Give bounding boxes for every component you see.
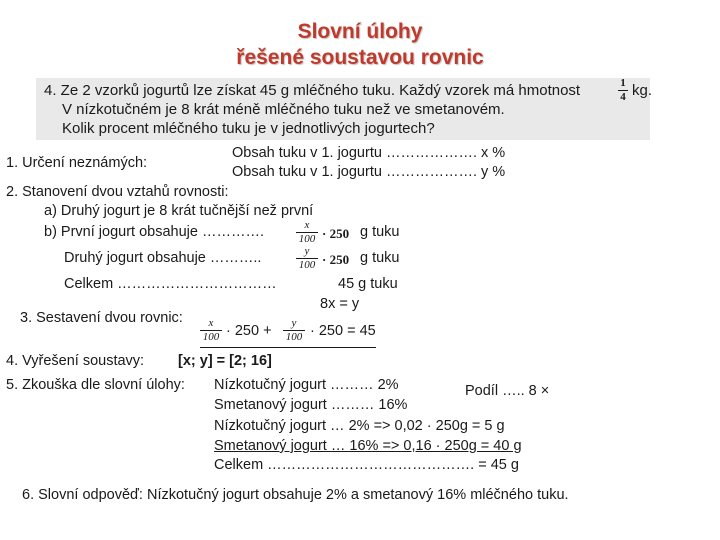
fraction-numerator: x	[208, 317, 214, 329]
step1-unknown-x: Obsah tuku v 1. jogurtu ………………. x %	[232, 145, 506, 161]
task-fraction-denominator: 4	[620, 91, 626, 103]
task-unit: kg.	[632, 82, 653, 99]
step3-equation-1: 8x = y	[320, 296, 360, 312]
task-line-2: V nízkotučném je 8 krát méně mléčného tuku než ve smetanovém.	[62, 101, 505, 118]
step2-total: Celkem ……………………………	[64, 276, 277, 292]
fraction-numerator: y	[291, 317, 297, 329]
step3-fraction-x	[200, 318, 222, 343]
step5-calc-high: Smetanový jogurt … 16% => 0,16 · 250g = 40 g	[214, 438, 522, 454]
step5-ratio: Podíl ….. 8 ×	[465, 383, 550, 399]
step2-relation-c: Druhý jogurt obsahuje ………..	[64, 250, 262, 266]
fraction-denominator: 100	[298, 259, 316, 271]
step4-label: 4. Vyřešení soustavy:	[6, 353, 145, 369]
page-title: Slovní úlohy	[297, 20, 423, 43]
step5-calc-total: Celkem ……………………………………. = 45 g	[214, 457, 519, 473]
step2-b-unit: g tuku	[360, 224, 400, 240]
step2-b-fraction	[296, 220, 318, 245]
task-fraction	[618, 78, 628, 103]
step2-c-fraction	[296, 246, 318, 271]
step3-label: 3. Sestavení dvou rovnic:	[20, 310, 183, 326]
fraction-denominator: 100	[202, 331, 220, 343]
step2-relation-b: b) První jogurt obsahuje ………….	[44, 224, 265, 240]
task-line-3: Kolik procent mléčného tuku je v jednotlivých jogurtech?	[62, 120, 435, 137]
step2-c-multiplier: · 250	[322, 252, 350, 267]
task-line-1: 4. Ze 2 vzorků jogurtů lze získat 45 g mléčného tuku. Každý vzorek má hmotnost	[44, 82, 581, 99]
page-subtitle: řešené soustavou rovnic	[236, 46, 484, 69]
fraction-numerator: x	[304, 219, 310, 231]
step5-label: 5. Zkouška dle slovní úlohy:	[6, 377, 185, 393]
step2-total-value: 45 g tuku	[338, 276, 398, 292]
step2-relation-a: a) Druhý jogurt je 8 krát tučnější než první	[44, 203, 314, 219]
step5-check-high: Smetanový jogurt ……… 16%	[214, 397, 408, 413]
step3-equation-2-end: · 250 = 45	[310, 323, 376, 339]
step3-equation-2-mid: · 250 +	[226, 323, 272, 339]
step2-c-unit: g tuku	[360, 250, 400, 266]
step1-label: 1. Určení neznámých:	[6, 155, 148, 171]
step6-answer: 6. Slovní odpověď: Nízkotučný jogurt obsahuje 2% a smetanový 16% mléčného tuku.	[22, 487, 569, 503]
fraction-denominator: 100	[285, 331, 303, 343]
step3-fraction-y	[283, 318, 305, 343]
step2-label: 2. Stanovení dvou vztahů rovnosti:	[6, 184, 229, 200]
step2-b-multiplier: · 250	[322, 226, 350, 241]
separator-line	[200, 347, 376, 348]
step1-unknown-y: Obsah tuku v 1. jogurtu ………………. y %	[232, 164, 506, 180]
fraction-denominator: 100	[298, 233, 316, 245]
step5-check-low: Nízkotučný jogurt ……… 2%	[214, 377, 399, 393]
task-fraction-numerator: 1	[620, 77, 626, 89]
fraction-numerator: y	[304, 245, 310, 257]
step4-result: [x; y] = [2; 16]	[178, 353, 272, 369]
step5-calc-low: Nízkotučný jogurt … 2% => 0,02 · 250g = 5 g	[214, 418, 505, 434]
